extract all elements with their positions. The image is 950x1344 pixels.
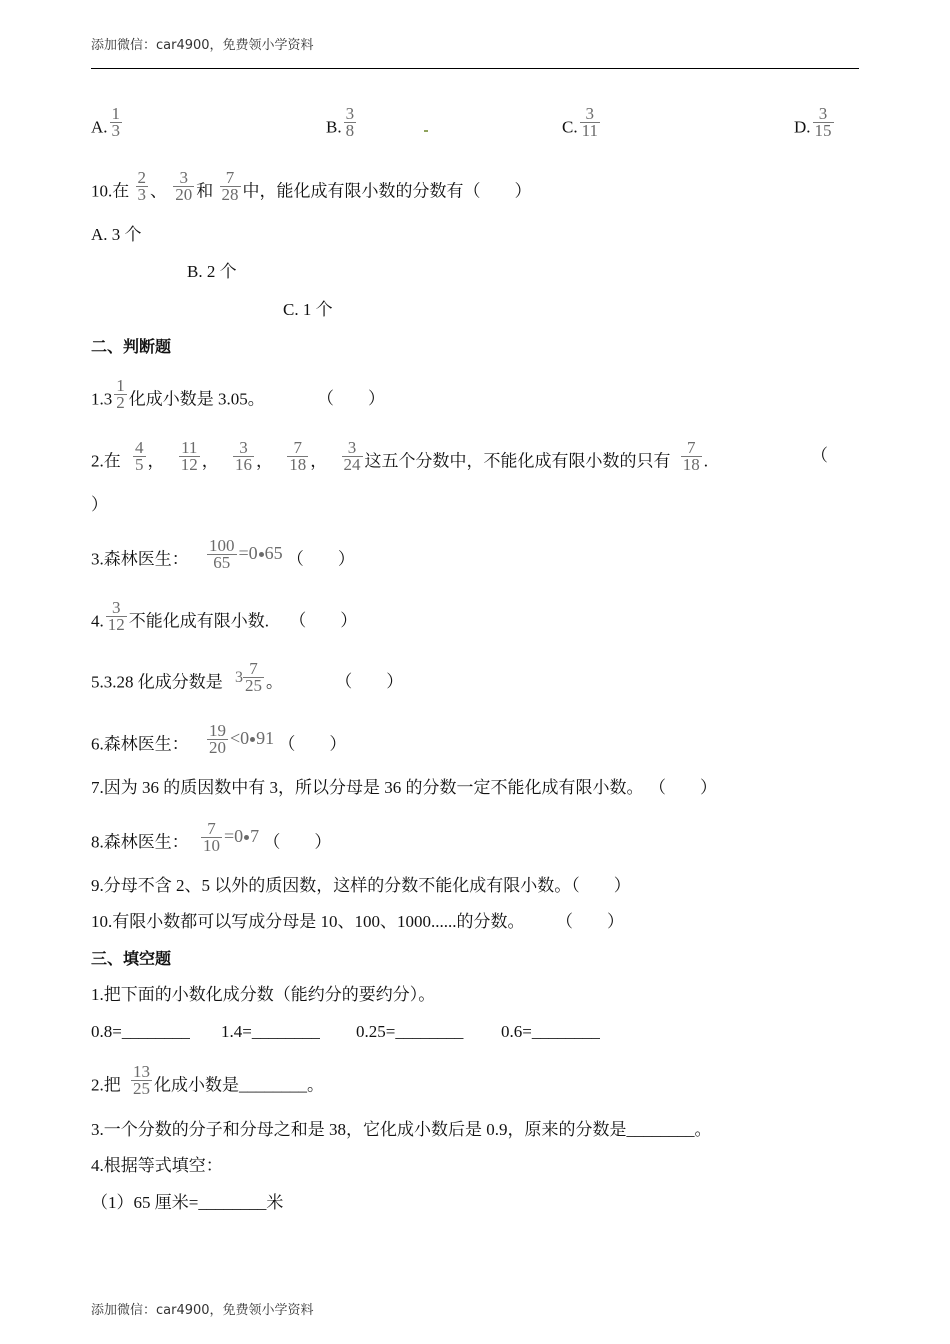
judgement-4: 4. $\frac{3}{12}$ 不能化成有限小数. （ ） [91,598,358,634]
q10-option-b: B. 2 个 [187,262,237,281]
answer-paren: （ ） [289,611,358,631]
repeating-dot [244,835,249,840]
stray-mark [424,130,428,132]
fraction: $\frac{1}{2}$ [116,376,125,412]
fill-4-stem: 4.根据等式填空： [91,1156,223,1175]
fraction: $\frac{7}{18}$ [289,438,307,474]
fill-1-item-a: 0.8=________ [91,1022,190,1041]
judgement-3: 3.森林医生： $\frac{100}{65}$ =0 65 （ ） [91,536,355,572]
judgement-9: 9.分母不含 2、5 以外的质因数，这样的分数不能化成有限小数。（ ） [91,876,631,895]
judgement-5: 5.3.28 化成分数是 3 $\frac{7}{25}$ 。 （ ） [91,659,404,695]
q9-option-a: A. $\frac{1}{3}$ [91,104,121,140]
fraction: $\frac{3}{11}$ [581,104,598,140]
judgement-1: 1.3 $\frac{1}{2}$ 化成小数是 3.05。 （ ） [91,376,385,412]
page-header: 添加微信：car4900，免费领小学资料 [91,38,314,53]
fill-4-sub-1: （1）65 厘米=________米 [91,1193,284,1212]
fraction: $\frac{7}{10}$ [203,819,220,855]
fill-1-item-b: 1.4=________ [221,1022,320,1041]
fraction: $\frac{3}{24}$ [343,438,361,474]
fraction: $\frac{3}{16}$ [235,438,252,474]
section-title-fill: 三、填空题 [91,949,172,968]
answer-paren: （ ） [335,672,404,692]
fill-2: 2.把 $\frac{13}{25}$ 化成小数是________。 [91,1062,324,1098]
judgement-10: 10.有限小数都可以写成分母是 10、100、1000......的分数。 （ ） [91,912,624,931]
fraction: $\frac{3}{12}$ [107,598,125,634]
fill-1-stem: 1.把下面的小数化成分数（能约分的要约分）。 [91,985,436,1004]
q9-option-c: C. $\frac{3}{11}$ [562,104,598,140]
judgement-6: 6.森林医生： $\frac{19}{20}$ <0 91 （ ） [91,721,347,757]
answer-paren: （ ） [564,912,624,931]
answer-paren: （ ） [657,778,717,797]
fraction: $\frac{100}{65}$ [209,536,235,572]
fraction: $\frac{7}{25}$ [245,659,262,695]
fraction: $\frac{1}{3}$ [111,104,121,140]
repeating-dot [259,552,264,557]
q9-option-d: D. $\frac{3}{15}$ [794,104,832,140]
answer-paren-open: （ [811,446,828,465]
fraction: $\frac{13}{25}$ [133,1062,150,1098]
q9-option-b: B. $\frac{3}{8}$ [326,104,355,140]
fraction: $\frac{19}{20}$ [209,721,226,757]
answer-paren: （ ） [263,832,332,852]
fill-1-item-c: 0.25=________ [356,1022,464,1041]
fill-3: 3.一个分数的分子和分母之和是 38，它化成小数后是 0.9，原来的分数是________。 [91,1120,712,1139]
judgement-8: 8.森林医生： $\frac{7}{10}$ =0 7 （ ） [91,819,332,855]
q10-option-a: A. 3 个 [91,225,142,244]
section-title-judgement: 二、判断题 [91,337,172,356]
answer-paren: （ ） [278,734,347,754]
fraction: $\frac{2}{3}$ [137,168,146,204]
answer-paren: （ ） [317,389,385,409]
q10-option-c: C. 1 个 [283,300,333,319]
repeating-dot [250,737,255,742]
judgement-7: 7.因为 36 的质因数中有 3，所以分母是 36 的分数一定不能化成有限小数。 （ ） [91,778,717,797]
fill-1-item-d: 0.6=________ [501,1022,600,1041]
fraction: $\frac{3}{20}$ [175,168,193,204]
fraction: $\frac{7}{18}$ [682,438,700,474]
fraction: $\frac{11}{12}$ [180,438,198,474]
fraction: $\frac{4}{5}$ [135,438,144,474]
judgement-2: 2.在 $\frac{4}{5}$ ， $\frac{11}{12}$ ， $\frac{3}{16}$ ， $\frac{7}{18}$ ， $\frac{3}{24}$ 这五个分数中，不能化成有限小数的只有 $\frac{7}{18}$ . [91,438,708,474]
fraction: $\frac{3}{8}$ [345,104,355,140]
header-rule [91,68,859,69]
answer-paren-close: ） [91,495,108,514]
fraction: $\frac{7}{28}$ [221,168,239,204]
answer-paren: （ ） [286,549,355,569]
page-footer: 添加微信：car4900，免费领小学资料 [91,1303,314,1318]
q10-stem: 10.在 $\frac{2}{3}$ 、 $\frac{3}{20}$ 和 $\frac{7}{28}$ 中，能化成有限小数的分数有（ ） [91,168,532,204]
fraction: $\frac{3}{15}$ [814,104,832,140]
